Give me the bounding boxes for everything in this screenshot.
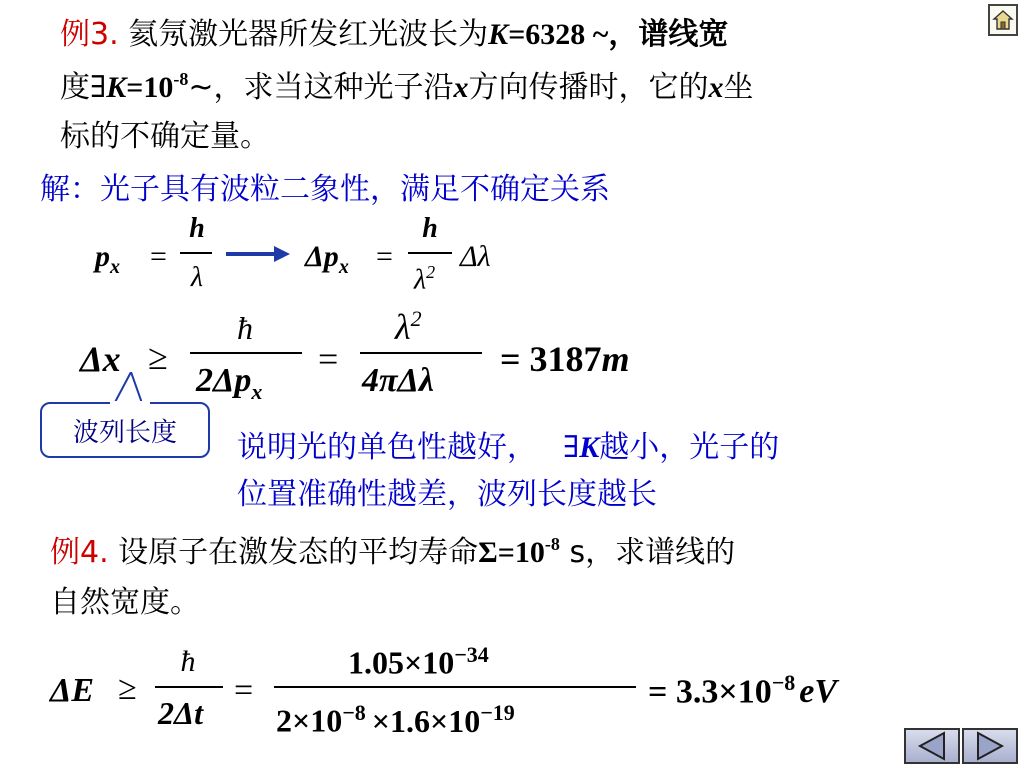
explanation-line1: 说明光的单色性越好， ∃K越小，光子的 — [237, 430, 780, 465]
example4-label: 例4. — [50, 535, 109, 570]
formula3-hbar: ħ — [180, 645, 196, 678]
formula3-fraction-bar1 — [155, 686, 223, 688]
formula3-numerator: $1.05\times 10^{-34}$ — [348, 642, 489, 681]
formula3-dE: ΔE — [50, 672, 94, 709]
formula1-eq: = — [150, 240, 167, 273]
formula3-denominator: $2\times 10^{-8} \times 1.6\times 10^{-19}$ — [276, 700, 515, 739]
formula1-fraction-bar — [180, 252, 212, 254]
formula1-h2: h — [422, 213, 438, 244]
formula2-den1: $2\Delta p_x$ — [196, 362, 263, 404]
formula3-fraction-bar2 — [274, 686, 636, 688]
formula1-px: $p_x$ — [95, 240, 120, 278]
callout-wave-train-length: 波列长度 — [40, 402, 210, 458]
solution-line: 解：光子具有波粒二象性，满足不确定关系 — [40, 172, 610, 207]
callout-pointer-join — [110, 401, 150, 405]
formula1-lambda-sq: $\lambda^2$ — [414, 262, 436, 296]
formula2-fraction-bar2 — [360, 352, 482, 354]
formula2-fraction-bar1 — [190, 352, 302, 354]
next-slide-button[interactable] — [962, 728, 1018, 764]
example3-line1: 例3. 氦氖激光器所发红光波长为K=6328 ~，谱线宽 — [60, 17, 729, 52]
example4-line1: 例4. 设原子在激发态的平均寿命$\Sigma=10^{-8}$ s，求谱线的 — [50, 534, 736, 570]
formula2-eq: = — [318, 339, 339, 379]
example4-line2: 自然宽度。 — [50, 585, 200, 620]
formula3-den1: 2Δt — [158, 695, 203, 731]
implies-arrow-icon — [226, 244, 290, 264]
formula2-geq: ≥ — [148, 337, 168, 377]
formula3-geq: ≥ — [118, 670, 137, 707]
example3-line2: 度$\exists K=10^{-8}\sim$，求当这种光子沿x方向传播时，它的x坐 — [60, 69, 754, 105]
triangle-left-icon — [906, 730, 958, 762]
formula2-den2: 4πΔλ — [362, 362, 434, 399]
formula2-hbar: ħ — [237, 310, 253, 346]
home-button[interactable] — [988, 4, 1018, 36]
solution-label: 解： — [40, 172, 100, 207]
home-icon — [992, 9, 1014, 31]
formula2-lambda-sq: $\lambda^2$ — [395, 306, 422, 347]
formula3-eq: = — [234, 672, 254, 709]
explanation-line2: 位置准确性越差，波列长度越长 — [237, 477, 657, 512]
example3-line3: 标的不确定量。 — [60, 119, 270, 154]
formula1-h: h — [189, 213, 205, 244]
formula1-dpx: $\Delta p_x$ — [305, 240, 349, 278]
formula1-dlambda: Δλ — [460, 240, 491, 273]
formula2-result: = 3187m — [500, 339, 630, 379]
formula1-eq2: = — [376, 240, 393, 273]
formula3-result: = $3.3\times 10^{-8}$ eV — [648, 670, 838, 711]
prev-slide-button[interactable] — [904, 728, 960, 764]
formula1-lambda: λ — [190, 262, 204, 293]
formula2-dx: Δx — [80, 339, 121, 379]
formula1-fraction-bar2 — [408, 252, 452, 254]
triangle-right-icon — [964, 730, 1016, 762]
example3-label: 例3. — [60, 17, 119, 52]
